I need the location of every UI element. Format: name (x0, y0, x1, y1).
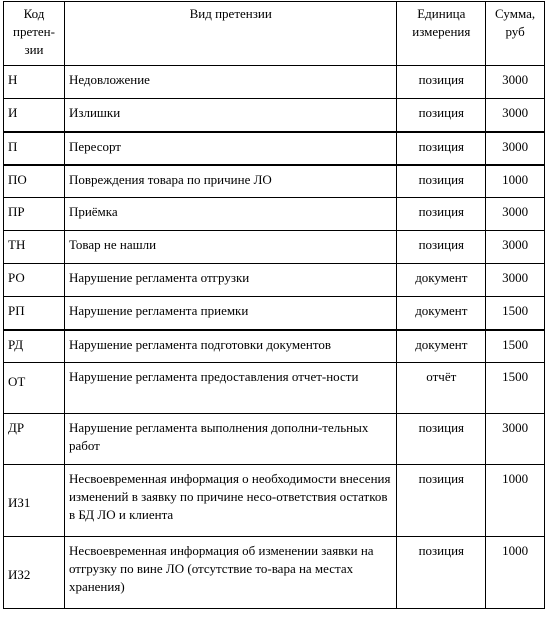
header-code: Код претен-зии (4, 2, 65, 66)
cell-code: ТН (4, 231, 65, 264)
cell-claim-type: Нарушение регламента подготовки документов (64, 330, 397, 363)
cell-code: ДР (4, 414, 65, 465)
cell-unit: позиция (397, 465, 486, 537)
cell-claim-type: Нарушение регламента выполнения дополни-тельных работ (64, 414, 397, 465)
cell-sum: 1500 (486, 297, 545, 330)
header-sum: Сумма, руб (486, 2, 545, 66)
cell-claim-type: Пересорт (64, 132, 397, 165)
cell-code: Н (4, 66, 65, 99)
cell-code: И (4, 99, 65, 132)
cell-claim-type: Повреждения товара по причине ЛО (64, 165, 397, 198)
table-row (4, 99, 545, 132)
cell-code: ОТ (4, 363, 65, 414)
cell-code: РД (4, 330, 65, 363)
cell-claim-type: Нарушение регламента предоставления отчет-ности (64, 363, 397, 414)
table-row (4, 537, 545, 609)
table-row (4, 330, 545, 363)
cell-code: ИЗ2 (4, 537, 65, 609)
cell-claim-type: Товар не нашли (64, 231, 397, 264)
header-claim-type: Вид претензии (64, 2, 397, 66)
cell-claim-type: Недовложение (64, 66, 397, 99)
cell-sum: 1000 (486, 537, 545, 609)
cell-sum: 3000 (486, 66, 545, 99)
cell-sum: 3000 (486, 264, 545, 297)
cell-claim-type: Нарушение регламента отгрузки (64, 264, 397, 297)
cell-sum: 3000 (486, 198, 545, 231)
table-row (4, 297, 545, 330)
cell-sum: 3000 (486, 99, 545, 132)
cell-unit: документ (397, 330, 486, 363)
cell-unit: позиция (397, 132, 486, 165)
cell-code: ПР (4, 198, 65, 231)
cell-unit: документ (397, 264, 486, 297)
cell-sum: 1000 (486, 165, 545, 198)
cell-code: ПО (4, 165, 65, 198)
cell-unit: позиция (397, 231, 486, 264)
table-row (4, 264, 545, 297)
cell-sum: 3000 (486, 231, 545, 264)
cell-sum: 1500 (486, 330, 545, 363)
cell-unit: позиция (397, 165, 486, 198)
table-row (4, 414, 545, 465)
cell-unit: позиция (397, 66, 486, 99)
cell-sum: 1000 (486, 465, 545, 537)
table-row (4, 132, 545, 165)
cell-code: РО (4, 264, 65, 297)
claims-table (3, 1, 545, 609)
cell-unit: позиция (397, 198, 486, 231)
table-row (4, 231, 545, 264)
table-row (4, 165, 545, 198)
cell-sum: 3000 (486, 414, 545, 465)
cell-code: П (4, 132, 65, 165)
cell-unit: отчёт (397, 363, 486, 414)
cell-unit: позиция (397, 537, 486, 609)
cell-sum: 3000 (486, 132, 545, 165)
cell-code: РП (4, 297, 65, 330)
cell-claim-type: Нарушение регламента приемки (64, 297, 397, 330)
cell-unit: позиция (397, 99, 486, 132)
cell-claim-type: Излишки (64, 99, 397, 132)
cell-unit: позиция (397, 414, 486, 465)
table-row (4, 465, 545, 537)
cell-claim-type: Приёмка (64, 198, 397, 231)
table-row (4, 363, 545, 414)
cell-code: ИЗ1 (4, 465, 65, 537)
table-header-row (4, 2, 545, 66)
cell-unit: документ (397, 297, 486, 330)
cell-claim-type: Несвоевременная информация о необходимости внесения изменений в заявку по причине несо-ответствия остатков в БД ЛО и клиента (64, 465, 397, 537)
cell-sum: 1500 (486, 363, 545, 414)
table-row (4, 198, 545, 231)
table-row (4, 66, 545, 99)
header-unit: Единица измерения (397, 2, 486, 66)
cell-claim-type: Несвоевременная информация об изменении заявки на отгрузку по вине ЛО (отсутствие то-вара на местах хранения) (64, 537, 397, 609)
